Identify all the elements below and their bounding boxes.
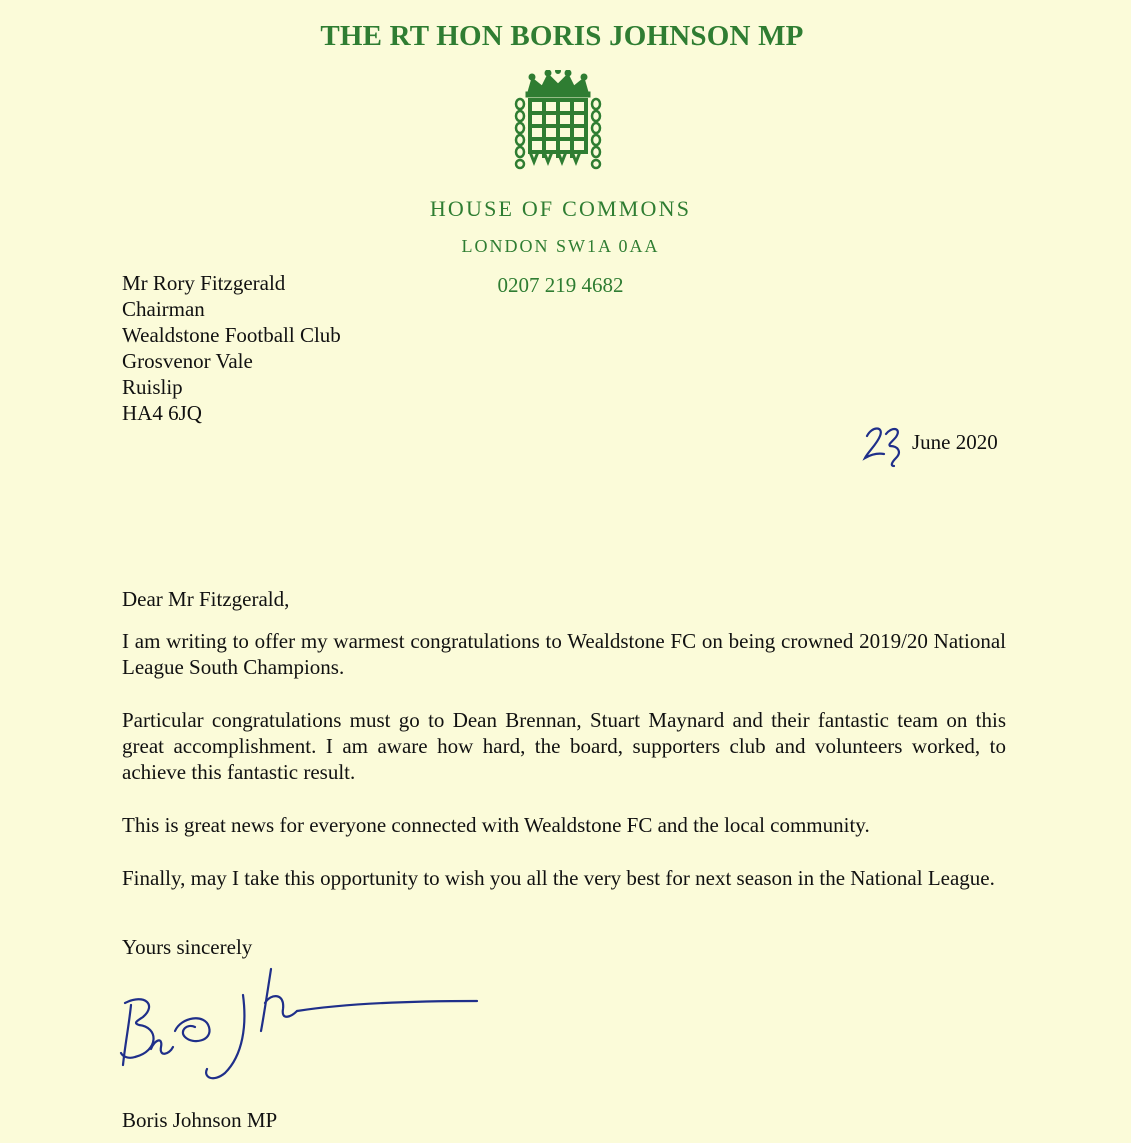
letter-date: June 2020	[912, 430, 998, 454]
letterhead-address: LONDON SW1A 0AA	[461, 236, 660, 256]
recipient-line: Ruislip	[122, 375, 183, 399]
recipient-line: Chairman	[122, 297, 205, 321]
portcullis-icon	[512, 70, 604, 170]
house-of-commons: HOUSE OF COMMONS	[429, 196, 692, 221]
recipient-line: HA4 6JQ	[122, 401, 202, 425]
letterhead-phone: 0207 219 4682	[497, 273, 624, 297]
recipient-line: Wealdstone Football Club	[122, 323, 341, 347]
body-paragraph: I am writing to offer my warmest congratulations to Wealdstone FC on being crowned 2019/20 National League South Champions.	[122, 629, 1006, 679]
signature	[115, 965, 485, 1085]
recipient-line: Mr Rory Fitzgerald	[122, 271, 286, 295]
recipient-line: Grosvenor Vale	[122, 349, 253, 373]
letter-body	[122, 586, 1006, 918]
signatory-name: Boris Johnson MP	[122, 1108, 278, 1132]
letterhead-title: THE RT HON BORIS JOHNSON MP	[320, 20, 804, 52]
closing: Yours sincerely	[122, 935, 253, 959]
salutation: Dear Mr Fitzgerald,	[122, 587, 290, 611]
body-paragraph: This is great news for everyone connected with Wealdstone FC and the local community.	[122, 813, 870, 837]
recipient-address	[122, 270, 341, 426]
body-paragraph: Finally, may I take this opportunity to wish you all the very best for next season in the National League.	[122, 866, 995, 890]
handwritten-date-day	[862, 420, 912, 468]
body-paragraph: Particular congratulations must go to Dean Brennan, Stuart Maynard and their fantastic team on this great accomplishment. I am aware how hard, the board, supporters club and volunteers worked, to achieve this fantastic result.	[122, 708, 1006, 784]
